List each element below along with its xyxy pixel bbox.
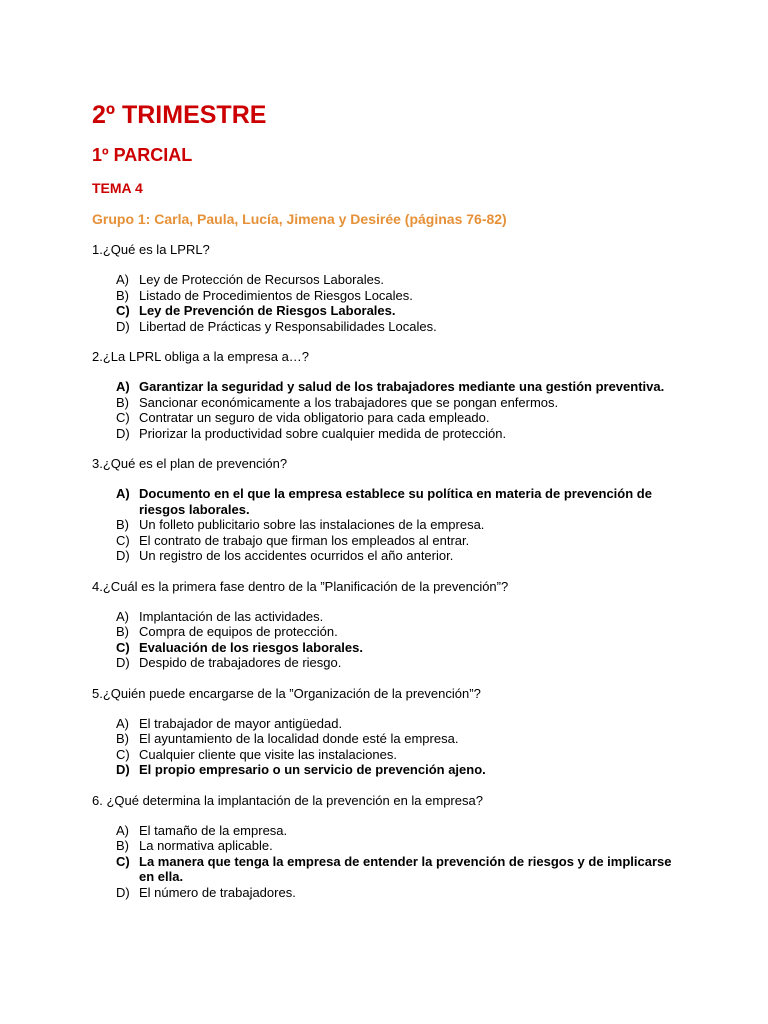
option-text: Contratar un seguro de vida obligatorio para cada empleado. bbox=[139, 410, 490, 426]
option-letter: C) bbox=[116, 532, 130, 548]
option-text: Libertad de Prácticas y Responsabilidades Locales. bbox=[139, 318, 437, 334]
question-2 bbox=[92, 349, 682, 441]
question-text: 3.¿Qué es el plan de prevención? bbox=[92, 456, 288, 472]
option-text: Documento en el que la empresa establece su política en materia de prevención de riesgos laborales. bbox=[139, 486, 652, 517]
option-list bbox=[92, 486, 682, 563]
option-letter: D) bbox=[116, 762, 130, 778]
option-text: Ley de Prevención de Riesgos Laborales. bbox=[139, 303, 396, 319]
option-letter: A) bbox=[116, 486, 130, 502]
option bbox=[92, 410, 682, 425]
option-text: El número de trabajadores. bbox=[139, 884, 296, 900]
option-text: Compra de equipos de protección. bbox=[139, 624, 338, 640]
option bbox=[92, 272, 682, 287]
question-4 bbox=[92, 579, 682, 671]
option-letter: A) bbox=[116, 272, 129, 288]
option-correct bbox=[92, 854, 682, 885]
option-text: El propio empresario o un servicio de prevención ajeno. bbox=[139, 762, 486, 778]
option-text: Listado de Procedimientos de Riesgos Locales. bbox=[139, 287, 413, 303]
option-letter: D) bbox=[116, 548, 130, 564]
option-list bbox=[92, 823, 682, 900]
option bbox=[92, 288, 682, 303]
question-6 bbox=[92, 793, 682, 900]
option-letter: C) bbox=[116, 303, 130, 319]
option-list bbox=[92, 379, 682, 441]
question-text: 2.¿La LPRL obliga a la empresa a…? bbox=[92, 349, 310, 365]
option bbox=[92, 533, 682, 548]
option bbox=[92, 655, 682, 670]
option-letter: A) bbox=[116, 608, 129, 624]
option-text: Cualquier cliente que visite las instalaciones. bbox=[139, 746, 397, 762]
option-letter: D) bbox=[116, 425, 130, 441]
option bbox=[92, 624, 682, 639]
option-letter: D) bbox=[116, 884, 130, 900]
tema-heading: TEMA 4 bbox=[92, 180, 143, 196]
option bbox=[92, 716, 682, 731]
option bbox=[92, 548, 682, 563]
option-letter: C) bbox=[116, 853, 130, 869]
option-letter: B) bbox=[116, 838, 129, 854]
option-letter: D) bbox=[116, 655, 130, 671]
option bbox=[92, 395, 682, 410]
option-text: Evaluación de los riesgos laborales. bbox=[139, 639, 363, 655]
option-correct bbox=[92, 303, 682, 318]
option bbox=[92, 426, 682, 441]
option-text: Sancionar económicamente a los trabajadores que se pongan enfermos. bbox=[139, 394, 559, 410]
option-text: El tamaño de la empresa. bbox=[139, 822, 288, 838]
option bbox=[92, 319, 682, 334]
option-text: El trabajador de mayor antigüedad. bbox=[139, 715, 343, 731]
option-list bbox=[92, 716, 682, 778]
question-text: 1.¿Qué es la LPRL? bbox=[92, 242, 210, 257]
option-letter: A) bbox=[116, 822, 129, 838]
option-correct bbox=[92, 640, 682, 655]
option-text: Implantación de las actividades. bbox=[139, 608, 324, 624]
option bbox=[92, 609, 682, 624]
question-text: 4.¿Cuál es la primera fase dentro de la ”Planificación de la prevención”? bbox=[92, 578, 509, 594]
question-list bbox=[92, 242, 682, 915]
option-text: Despido de trabajadores de riesgo. bbox=[139, 655, 342, 671]
option-correct bbox=[92, 762, 682, 777]
option-letter: B) bbox=[116, 517, 129, 533]
option-letter: B) bbox=[116, 394, 129, 410]
option-text: Un folleto publicitario sobre las instalaciones de la empresa. bbox=[139, 517, 485, 533]
option-letter: B) bbox=[116, 731, 129, 747]
option-correct bbox=[92, 486, 682, 517]
option-list bbox=[92, 609, 682, 671]
option-text: Garantizar la seguridad y salud de los trabajadores mediante una gestión preventiva. bbox=[139, 379, 665, 395]
option-text: Priorizar la productividad sobre cualquier medida de protección. bbox=[139, 425, 507, 441]
question-5 bbox=[92, 686, 682, 778]
question-text: 6. ¿Qué determina la implantación de la prevención en la empresa? bbox=[92, 792, 483, 808]
option-correct bbox=[92, 379, 682, 394]
option-letter: B) bbox=[116, 287, 129, 303]
option-text: Ley de Protección de Recursos Laborales. bbox=[139, 272, 384, 288]
option-letter: B) bbox=[116, 624, 129, 640]
option-letter: C) bbox=[116, 639, 130, 655]
option bbox=[92, 517, 682, 532]
question-text: 5.¿Quién puede encargarse de la ”Organización de la prevención”? bbox=[92, 685, 481, 701]
option bbox=[92, 731, 682, 746]
option-text: Un registro de los accidentes ocurridos el año anterior. bbox=[139, 548, 454, 564]
option bbox=[92, 823, 682, 838]
option-letter: C) bbox=[116, 410, 130, 426]
option-text: La manera que tenga la empresa de entender la prevención de riesgos y de implicarse en ella. bbox=[139, 853, 672, 885]
option-text: La normativa aplicable. bbox=[139, 838, 273, 854]
option bbox=[92, 838, 682, 853]
question-1 bbox=[92, 242, 682, 334]
option bbox=[92, 747, 682, 762]
option-text: El ayuntamiento de la localidad donde esté la empresa. bbox=[139, 731, 459, 747]
option-text: El contrato de trabajo que firman los empleados al entrar. bbox=[139, 532, 470, 548]
trimestre-heading: 2º TRIMESTRE bbox=[92, 101, 267, 129]
parcial-heading: 1º PARCIAL bbox=[92, 145, 193, 165]
question-3 bbox=[92, 456, 682, 563]
grupo-heading: Grupo 1: Carla, Paula, Lucía, Jimena y Desirée (páginas 76-82) bbox=[92, 211, 507, 227]
option-letter: C) bbox=[116, 746, 130, 762]
option-list bbox=[92, 272, 682, 334]
option bbox=[92, 885, 682, 900]
option-letter: A) bbox=[116, 379, 130, 395]
option-letter: A) bbox=[116, 715, 129, 731]
option-letter: D) bbox=[116, 318, 130, 334]
